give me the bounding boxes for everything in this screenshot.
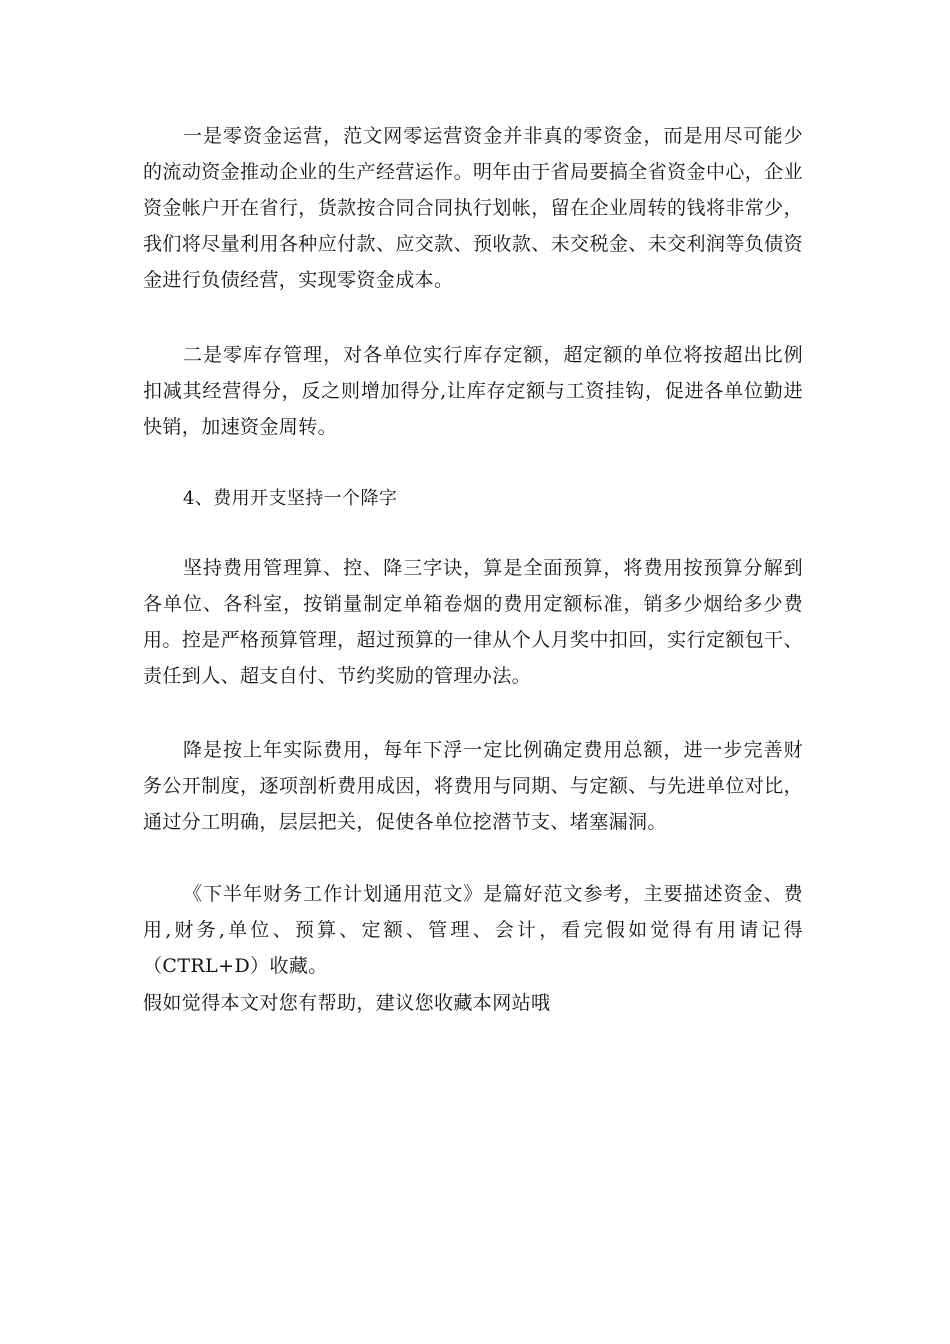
paragraph-zero-inventory-management: 二是零库存管理，对各单位实行库存定额，超定额的单位将按超出比例扣减其经营得分，反之则增加得分,让库存定额与工资挂钩，促进各单位勤进快销，加速资金周转。 [143,344,803,438]
paragraph-bookmark-suggestion: 假如觉得本文对您有帮助，建议您收藏本网站哦 [143,992,551,1014]
section-heading-expense-reduction: 4、费用开支坚持一个降字 [183,488,398,509]
paragraph-zero-capital-operation: 一是零资金运营，范文网零运营资金并非真的零资金，而是用尽可能少的流动资金推动企业的生产经营运作。明年由于省局要搞全省资金中心，企业资金帐户开在省行，货款按合同合同执行划帐，留在企业周转的钱将非常少，我们将尽量利用各种应付款、应交款、预收款、未交税金、未交利润等负债资金进行负债经营，实现零资金成本。 [143,125,803,291]
paragraph-expense-management: 坚持费用管理算、控、降三字诀，算是全面预算，将费用按预算分解到各单位、各科室，按销量制定单箱卷烟的费用定额标准，销多少烟给多少费用。控是严格预算管理，超过预算的一律从个人月奖中扣回，实行定额包干、责任到人、超支自付、节约奖励的管理办法。 [143,557,803,687]
paragraph-expense-reduction: 降是按上年实际费用，每年下浮一定比例确定费用总额，进一步完善财务公开制度，逐项剖析费用成因，将费用与同期、与定额、与先进单位对比，通过分工明确，层层把关，促使各单位挖潜节支、堵塞漏洞。 [143,739,803,833]
paragraph-article-summary: 《下半年财务工作计划通用范文》是篇好范文参考，主要描述资金、费用,财务,单位、预算、定额、管理、会计，看完假如觉得有用请记得（CTRL+D）收藏。 [143,883,803,977]
